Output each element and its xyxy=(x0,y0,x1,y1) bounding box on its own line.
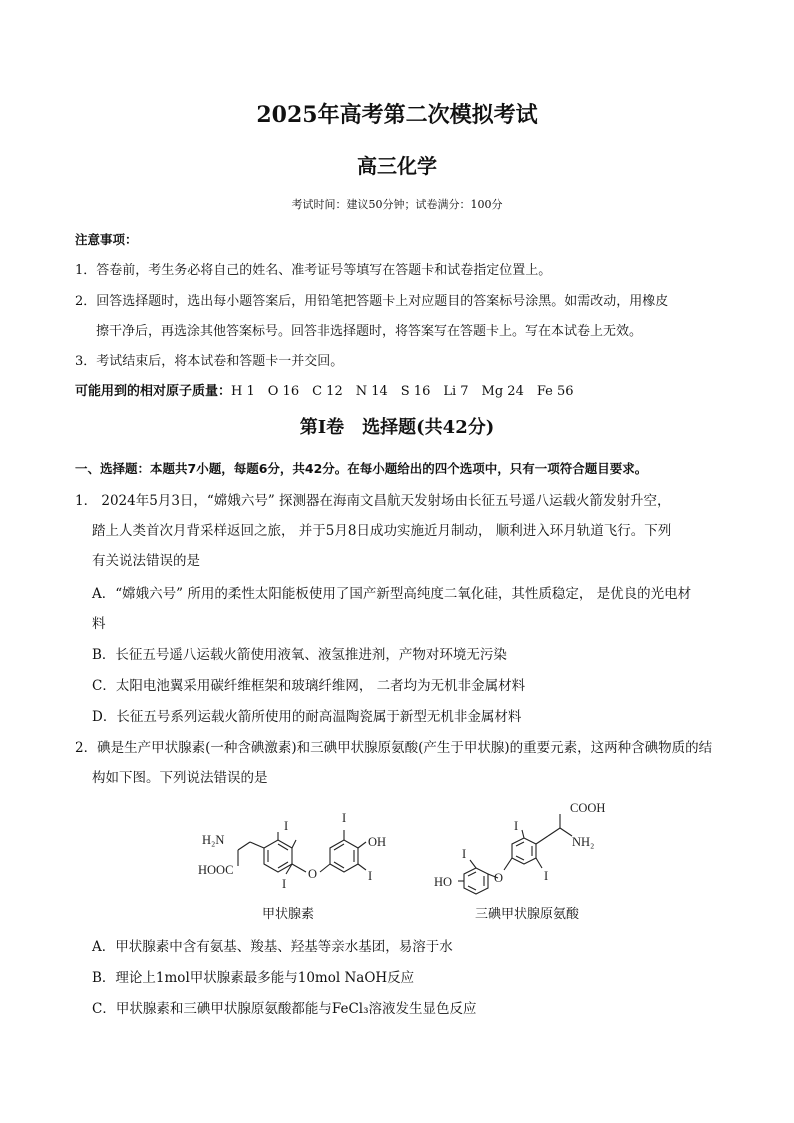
thyroxine-iodine-label: I xyxy=(284,819,289,833)
thyroxine-iodine-label: I xyxy=(282,877,287,891)
q2-option-a: A．甲状腺素中含有氨基、羧基、羟基等亲水基团，易溶于水 xyxy=(92,939,453,955)
q1-stem: 1． 2024年5月3日，“嫦娥六号” 探测器在海南文昌航天发射场由长征五号遥八运载火箭发射升空， xyxy=(75,493,671,509)
notice-item-continued: 擦干净后，再选涂其他答案标号。回答非选择题时，将答案写在答题卡上。写在本试卷上无效。 xyxy=(96,324,643,339)
q1-option-d: D．长征五号系列运载火箭所使用的耐高温陶瓷属于新型无机非金属材料 xyxy=(92,709,522,725)
thyroxine-structure-figure xyxy=(190,800,410,900)
notice-item: 3．考试结束后，将本试卷和答题卡一并交回。 xyxy=(75,354,344,369)
q1-option-b: B．长征五号遥八运载火箭使用液氧、液氢推进剂，产物对环境无污染 xyxy=(92,647,507,663)
q1-option-c: C．太阳电池翼采用碳纤维框架和玻璃纤维网， 二者均为无机非金属材料 xyxy=(92,678,526,694)
exam-title: 2025年高考第二次模拟考试 xyxy=(256,102,538,128)
notice-item: 2．回答选择题时，选出每小题答案后，用铅笔把答题卡上对应题目的答案标号涂黑。如需改动，用橡皮 xyxy=(75,294,669,309)
t3-iodine-label: I xyxy=(514,819,519,833)
q1-stem: 踏上人类首次月背采样返回之旅， 并于5月8日成功实施近月制动， 顺利进入环月轨道飞行。下列 xyxy=(92,523,672,539)
q1-option-a-continued: 料 xyxy=(92,616,106,632)
thyroxine-caption: 甲状腺素 xyxy=(262,907,315,922)
q2-stem: 2．碘是生产甲状腺素(一种含碘激素)和三碘甲状腺原氨酸(产生于甲状腺)的重要元素，这两种含碘物质的结 xyxy=(75,740,713,756)
atomic-masses-label: 可能用到的相对原子质量： xyxy=(75,384,232,399)
q2-stem: 构如下图。下列说法错误的是 xyxy=(92,770,268,786)
t3-cooh-label: COOH xyxy=(570,801,606,815)
notice-item: 1．答卷前，考生务必将自己的姓名、准考证号等填写在答题卡和试卷指定位置上。 xyxy=(75,263,552,278)
t3-nh2-label: NH₂ xyxy=(572,835,595,849)
t3-iodine-label: I xyxy=(462,847,467,861)
thyroxine-h2n-label: H₂N xyxy=(202,833,225,847)
q2-option-b: B．理论上1mol甲状腺素最多能与10mol NaOH反应 xyxy=(92,970,415,986)
thyroxine-iodine-label: I xyxy=(368,869,373,883)
q2-option-c: C．甲状腺素和三碘甲状腺原氨酸都能与FeCl₃溶液发生显色反应 xyxy=(92,1001,477,1017)
triiodothyronine-caption: 三碘甲状腺原氨酸 xyxy=(475,907,580,922)
thyroxine-hooc-label: HOOC xyxy=(198,863,234,877)
exam-subtitle: 高三化学 xyxy=(357,154,437,178)
section-title: 第Ⅰ卷 选择题(共42分) xyxy=(299,417,495,438)
thyroxine-oxygen-label: O xyxy=(308,867,318,881)
t3-ho-label: HO xyxy=(434,875,453,889)
atomic-masses xyxy=(75,380,574,399)
thyroxine-iodine-label: I xyxy=(342,811,347,825)
notice-heading: 注意事项： xyxy=(75,232,138,247)
thyroxine-oh-label: OH xyxy=(368,835,387,849)
q1-option-a: A．“嫦娥六号” 所用的柔性太阳能板使用了国产新型高纯度二氧化硅，其性质稳定， 是优良的光电材 xyxy=(92,586,692,602)
t3-oxygen-label: O xyxy=(494,871,504,885)
q1-stem: 有关说法错误的是 xyxy=(92,553,200,569)
t3-iodine-label: I xyxy=(544,869,549,883)
part-heading: 一、选择题：本题共7小题，每题6分，共42分。在每小题给出的四个选项中，只有一项符合题目要求。 xyxy=(75,461,648,476)
exam-info: 考试时间：建议50分钟；试卷满分：100分 xyxy=(291,198,503,211)
atomic-masses-values: H 1 O 16 C 12 N 14 S 16 Li 7 Mg 24 Fe 56 xyxy=(231,384,574,399)
triiodothyronine-structure-figure xyxy=(428,798,628,902)
